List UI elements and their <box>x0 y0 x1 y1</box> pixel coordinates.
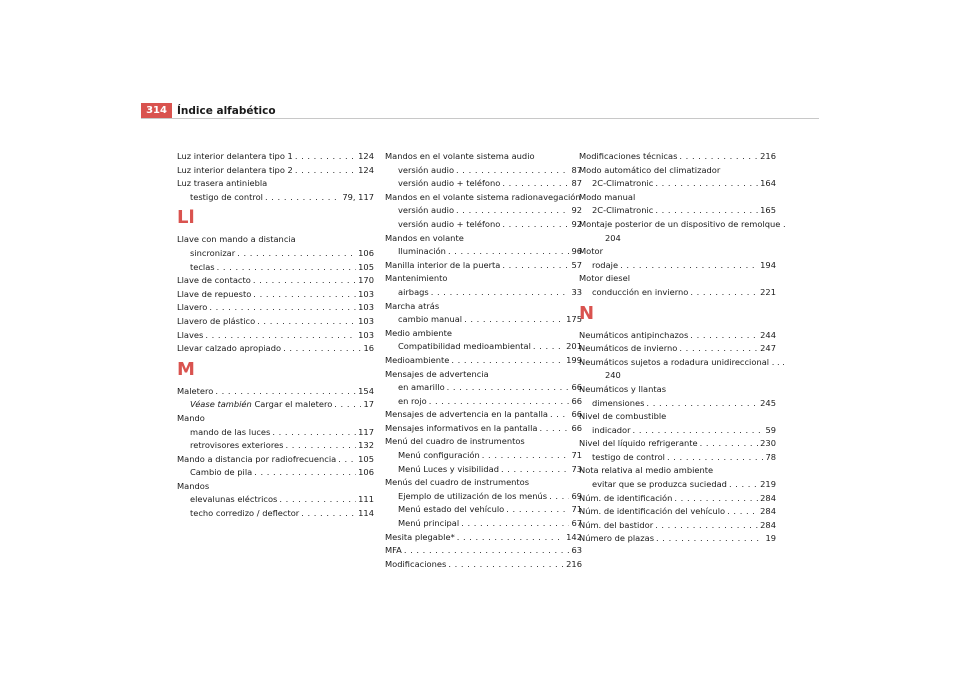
entry-text: 2C-Climatronic <box>592 178 654 189</box>
entry-text: Medioambiente <box>385 354 450 365</box>
entry-page: 57 <box>571 259 582 270</box>
entry-text: versión audio <box>398 164 455 175</box>
index-heading: Nivel de combustible <box>579 411 667 422</box>
entry-text: dimensiones <box>592 397 645 408</box>
entry-leader: . <box>783 218 786 229</box>
index-heading: Modo manual <box>579 191 636 202</box>
entry-page: 117 <box>358 426 374 437</box>
index-heading: Menús del cuadro de instrumentos <box>385 477 530 488</box>
entry-text: Mensajes informativos en la pantalla <box>385 422 538 433</box>
index-entry <box>177 329 374 343</box>
entry-page: 96 <box>571 246 582 257</box>
entry-page: 221 <box>760 286 776 297</box>
entry-page: 78 <box>765 451 776 462</box>
entry-text: Luz interior delantera tipo 1 <box>177 151 293 161</box>
entry-page: 87 <box>571 164 582 175</box>
entry-page: 103 <box>358 329 374 340</box>
index-entry <box>177 164 374 178</box>
index-subentry <box>385 449 582 463</box>
index-heading: Mandos en el volante sistema audio <box>385 151 535 161</box>
entry-page: 66 <box>571 395 582 406</box>
entry-text: rodaje <box>592 259 619 270</box>
index-entry <box>177 315 374 329</box>
entry-text: retrovisores exteriores <box>190 440 284 451</box>
index-entry <box>579 150 776 164</box>
index-heading: Mandos en volante <box>385 232 464 243</box>
entry-text: Llave de contacto <box>177 275 251 286</box>
index-heading: Mando <box>177 412 205 423</box>
index-entry <box>177 453 374 467</box>
index-entry <box>177 301 374 315</box>
entry-text: Ejemplo de utilización de los menús <box>398 490 548 501</box>
index-subentry <box>177 466 374 480</box>
index-heading: Mensajes de advertencia <box>385 368 489 379</box>
entry-page: 170 <box>358 275 374 286</box>
entry-text: Neumáticos de invierno <box>579 343 678 354</box>
entry-page: 165 <box>760 205 776 216</box>
entry-page: 73 <box>571 463 582 474</box>
entry-text: Luz interior delantera tipo 2 <box>177 164 293 175</box>
entry-text: Menú configuración <box>398 450 480 461</box>
entry-page: 66 <box>571 382 582 393</box>
index-entry <box>385 531 582 545</box>
index-column-3 <box>579 150 786 546</box>
index-heading: Modo automático del climatizador <box>579 164 721 175</box>
index-subentry <box>177 261 374 275</box>
entry-page: 142 <box>566 531 582 542</box>
entry-page: 67 <box>571 518 582 529</box>
index-subentry <box>177 191 374 205</box>
entry-text: Llave de repuesto <box>177 288 252 299</box>
index-entry <box>579 505 776 519</box>
entry-text: Neumáticos antipinchazos <box>579 329 689 340</box>
index-entry <box>385 408 582 422</box>
index-heading: Nota relativa al medio ambiente <box>579 465 714 476</box>
index-subentry <box>579 451 776 465</box>
entry-text: indicador <box>592 424 631 435</box>
index-subentry <box>385 313 582 327</box>
entry-page: 284 <box>760 492 776 503</box>
index-heading: Mantenimiento <box>385 273 448 284</box>
index-subentry <box>579 286 776 300</box>
entry-page: 124 <box>358 164 374 175</box>
index-entry <box>385 544 582 558</box>
entry-text: Menú estado del vehículo <box>398 504 505 515</box>
entry-page: 245 <box>760 397 776 408</box>
index-entry-wrapped <box>579 356 785 370</box>
index-subentry <box>385 218 582 232</box>
index-entry <box>579 342 776 356</box>
section-letter-n: N <box>579 302 595 324</box>
entry-page: 240 <box>605 370 621 381</box>
index-entry <box>177 385 374 399</box>
entry-page: 17 <box>363 399 374 410</box>
entry-text: elevalunas eléctricos <box>190 494 278 505</box>
entry-text: Mensajes de advertencia en la pantalla <box>385 409 548 420</box>
entry-text: Montaje posterior de un dispositivo de remolque <box>579 218 781 229</box>
index-subentry <box>385 340 582 354</box>
entry-page: 87 <box>571 178 582 189</box>
section-letter-ll: Ll <box>177 207 195 229</box>
index-heading: Medio ambiente <box>385 327 453 338</box>
entry-page: 71 <box>571 450 582 461</box>
entry-page: 124 <box>358 151 374 161</box>
entry-text: testigo de control <box>190 191 263 202</box>
index-subentry <box>177 493 374 507</box>
index-entry <box>579 437 776 451</box>
entry-text: Llevar calzado apropiado <box>177 343 282 354</box>
index-heading: Neumáticos y llantas <box>579 383 667 394</box>
index-entry <box>385 259 582 273</box>
index-entry <box>177 342 374 356</box>
entry-text: Modificaciones <box>385 558 447 569</box>
entry-text: Cambio de pila <box>190 467 253 478</box>
index-heading: Mandos en el volante sistema radionavegación <box>385 191 581 202</box>
entry-text: Llavero de plástico <box>177 315 256 326</box>
entry-page: 201 <box>566 341 582 352</box>
index-subentry <box>579 177 776 191</box>
entry-page: 230 <box>760 438 776 449</box>
entry-text: Número de plazas <box>579 533 655 544</box>
entry-page: 194 <box>760 259 776 270</box>
entry-page: 114 <box>358 508 374 519</box>
index-subentry <box>177 426 374 440</box>
index-subentry <box>385 517 582 531</box>
index-subentry <box>385 463 582 477</box>
entry-text: Núm. de identificación del vehículo <box>579 506 726 517</box>
entry-page: 92 <box>571 205 582 216</box>
header-rule <box>141 118 819 119</box>
index-heading: Luz trasera antiniebla <box>177 178 268 189</box>
entry-text: techo corredizo / deflector <box>190 508 300 519</box>
index-column-2 <box>385 150 582 571</box>
entry-text: Llaves <box>177 329 204 340</box>
entry-text <box>190 398 332 412</box>
index-subentry <box>177 439 374 453</box>
index-heading: Mandos <box>177 480 210 491</box>
entry-page: 19 <box>765 533 776 544</box>
index-subentry <box>177 247 374 261</box>
entry-page: 199 <box>566 354 582 365</box>
entry-text: en rojo <box>398 395 427 406</box>
index-subentry <box>579 424 776 438</box>
index-subentry <box>385 204 582 218</box>
index-entry <box>579 492 776 506</box>
entry-page: 66 <box>571 422 582 433</box>
entry-text: Mesita plegable* <box>385 531 455 542</box>
entry-text: sincronizar <box>190 247 236 258</box>
entry-text: Llavero <box>177 302 208 313</box>
index-entry <box>579 532 776 546</box>
index-entry <box>579 329 776 343</box>
entry-page: 92 <box>571 218 582 229</box>
entry-page: 175 <box>566 314 582 325</box>
index-subentry <box>385 503 582 517</box>
index-subentry <box>579 259 776 273</box>
entry-text: versión audio <box>398 205 455 216</box>
entry-text: teclas <box>190 261 215 272</box>
index-subentry <box>579 478 776 492</box>
index-entry <box>177 150 374 164</box>
entry-text: 2C-Climatronic <box>592 205 654 216</box>
entry-page: 106 <box>358 247 374 258</box>
entry-page: 33 <box>571 286 582 297</box>
entry-page: 219 <box>760 479 776 490</box>
entry-page: 71 <box>571 504 582 515</box>
see-also-label: Véase también <box>190 399 252 410</box>
entry-page: 103 <box>358 288 374 299</box>
entry-text: cambio manual <box>398 314 463 325</box>
entry-text: Menú Luces y visibilidad <box>398 463 499 474</box>
entry-page: 63 <box>571 545 582 556</box>
entry-leader: . . . <box>771 356 785 367</box>
index-subentry <box>385 164 582 178</box>
index-subentry <box>579 204 776 218</box>
entry-text: airbags <box>398 286 429 297</box>
index-entry-wrapped <box>579 218 786 232</box>
index-subentry <box>385 245 582 259</box>
entry-text: versión audio + teléfono <box>398 218 501 229</box>
index-heading: Llave con mando a distancia <box>177 234 296 245</box>
index-subentry <box>177 507 374 521</box>
index-heading: Menú del cuadro de instrumentos <box>385 436 525 447</box>
index-subentry <box>385 286 582 300</box>
entry-page: 103 <box>358 315 374 326</box>
entry-page: 247 <box>760 343 776 354</box>
entry-page: 103 <box>358 302 374 313</box>
entry-page: 66 <box>571 409 582 420</box>
entry-page: 105 <box>358 261 374 272</box>
entry-text: Neumáticos sujetos a rodadura unidireccional <box>579 356 770 367</box>
entry-page: 244 <box>760 329 776 340</box>
index-subentry <box>385 395 582 409</box>
entry-text: Menú principal <box>398 518 460 529</box>
entry-page: 79, 117 <box>342 191 374 202</box>
index-heading: Motor <box>579 246 603 257</box>
index-subentry <box>385 381 582 395</box>
entry-text: testigo de control <box>592 451 665 462</box>
entry-text: MFA <box>385 545 402 556</box>
entry-text: en amarillo <box>398 382 445 393</box>
entry-page: 106 <box>358 467 374 478</box>
index-entry <box>177 274 374 288</box>
entry-text: Iluminación <box>398 246 446 257</box>
entry-text: mando de las luces <box>190 426 271 437</box>
entry-page: 204 <box>605 232 621 243</box>
entry-page: 69 <box>571 490 582 501</box>
entry-text: Núm. de identificación <box>579 492 673 503</box>
entry-page: 59 <box>765 424 776 435</box>
entry-page: 216 <box>566 558 582 569</box>
entry-text: Compatibilidad medioambiental <box>398 341 531 352</box>
index-entry <box>579 519 776 533</box>
entry-page: 284 <box>760 519 776 530</box>
entry-text: versión audio + teléfono <box>398 178 501 189</box>
index-subentry <box>385 177 582 191</box>
entry-text: Manilla interior de la puerta <box>385 259 501 270</box>
entry-page: 164 <box>760 178 776 189</box>
entry-page: 105 <box>358 453 374 464</box>
entry-page: 154 <box>358 385 374 396</box>
see-also-target: Cargar el maletero <box>251 399 333 410</box>
index-subentry <box>579 397 776 411</box>
section-letter-m: M <box>177 358 195 380</box>
entry-text: Núm. del bastidor <box>579 519 654 530</box>
entry-text: evitar que se produzca suciedad <box>592 479 727 490</box>
entry-page: 16 <box>363 343 374 354</box>
entry-page: 132 <box>358 440 374 451</box>
entry-page: 216 <box>760 151 776 161</box>
entry-text: Mando a distancia por radiofrecuencia <box>177 453 337 464</box>
index-heading: Motor diesel <box>579 273 631 284</box>
index-entry <box>385 422 582 436</box>
entry-page: 284 <box>760 506 776 517</box>
entry-text: Modificaciones técnicas <box>579 151 678 161</box>
index-entry <box>385 354 582 368</box>
entry-text: conducción en invierno <box>592 286 689 297</box>
page-number: 314 <box>141 103 172 119</box>
index-entry <box>385 558 582 572</box>
index-heading: Marcha atrás <box>385 300 440 311</box>
index-subentry <box>385 490 582 504</box>
entry-text: Nivel del líquido refrigerante <box>579 438 698 449</box>
entry-text: Maletero <box>177 385 214 396</box>
entry-page: 111 <box>358 494 374 505</box>
index-subentry <box>177 398 374 412</box>
index-column-1 <box>177 150 374 521</box>
index-entry <box>177 288 374 302</box>
page-title: Índice alfabético <box>177 105 276 117</box>
